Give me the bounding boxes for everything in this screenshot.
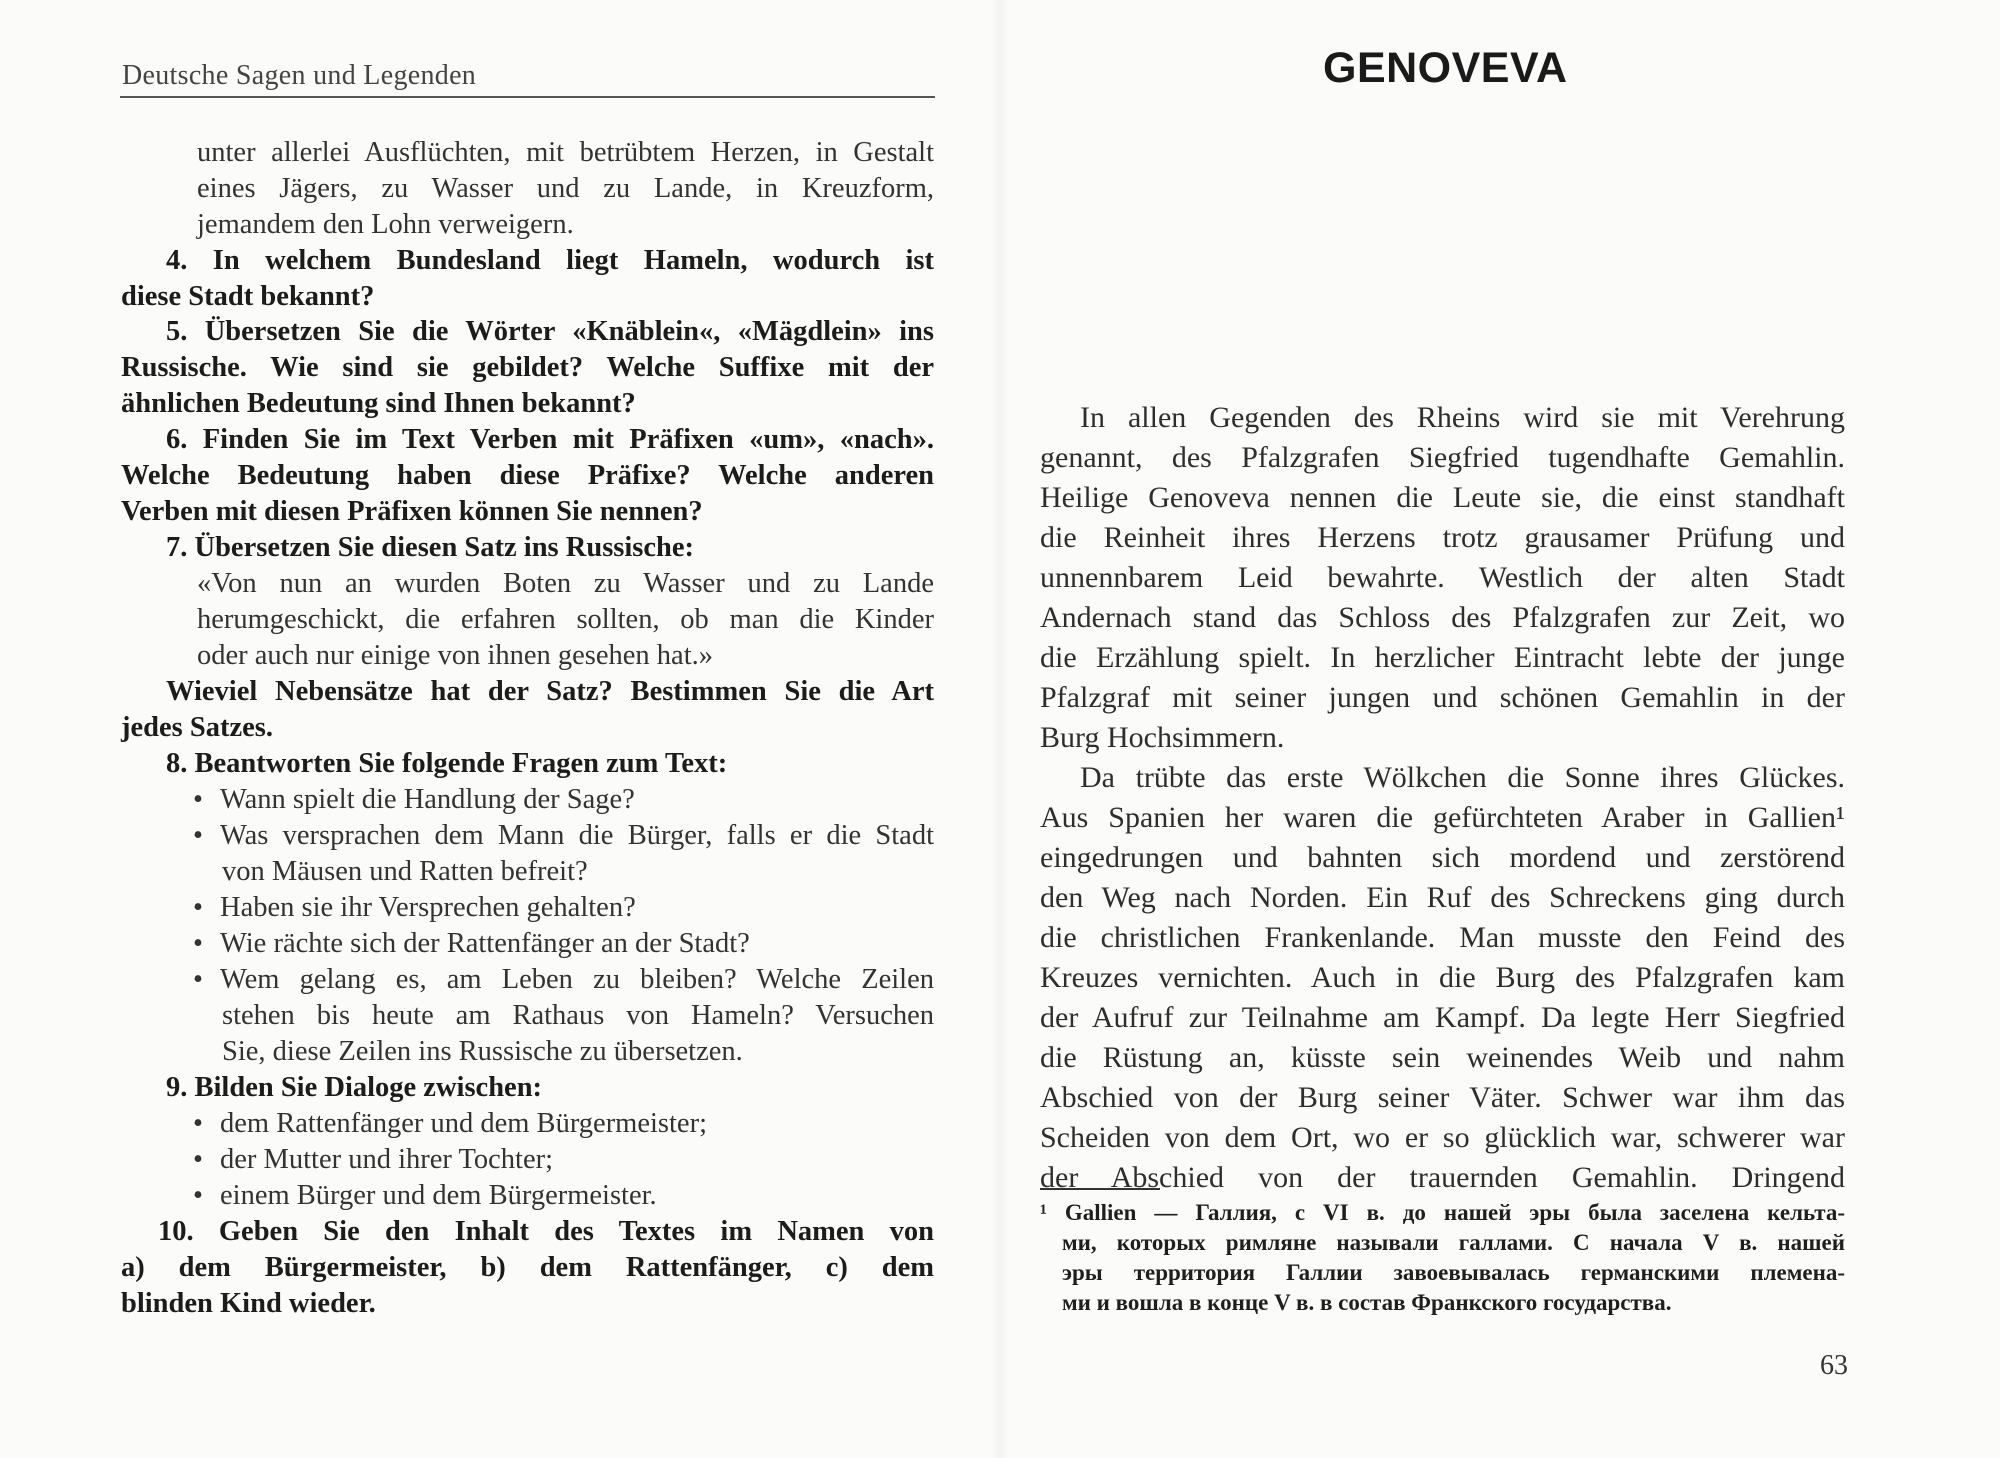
running-head: Deutsche Sagen und Legenden — [122, 60, 477, 91]
body-line: Da trübte das erste Wölkchen die Sonne ihres Glückes. — [1080, 761, 1845, 794]
text-line: Sie, diese Zeilen ins Russische zu übersetzen. — [222, 1036, 743, 1067]
body-line: Pfalzgraf mit seiner jungen und schönen Gemahlin in der — [1040, 681, 1845, 714]
text-line: 4. In welchem Bundesland liegt Hameln, wodurch ist — [166, 245, 934, 276]
text-line: blinden Kind wieder. — [121, 1288, 376, 1319]
text-line: 7. Übersetzen Sie diesen Satz ins Russische: — [166, 532, 695, 563]
text-line: herumgeschickt, die erfahren sollten, ob man die Kinder — [197, 604, 934, 635]
body-line: eingedrungen und bahnten sich mordend und zerstörend — [1040, 841, 1845, 874]
bullet-item: • Was versprachen dem Mann die Bürger, falls er die Stadt — [220, 818, 934, 854]
footnote-line: ми, которых римляне называли галлами. С начала V в. нашей — [1062, 1230, 1845, 1255]
text-line: jemandem den Lohn verweigern. — [197, 209, 574, 240]
body-line: Kreuzes vernichten. Auch in die Burg des Pfalzgrafen kam — [1040, 961, 1845, 994]
body-line: der Aufruf zur Teilnahme am Kampf. Da legte Herr Siegfried — [1040, 1001, 1845, 1034]
right-page — [1000, 0, 2000, 1458]
text-line: Russische. Wie sind sie gebildet? Welche Suffixe mit der — [121, 352, 934, 383]
header-rule — [120, 96, 935, 98]
text-line: a) dem Bürgermeister, b) dem Rattenfänger, c) dem — [121, 1252, 934, 1283]
bullet-item: • Haben sie ihr Versprechen gehalten? — [220, 890, 636, 926]
text-line: stehen bis heute am Rathaus von Hameln? Versuchen — [222, 1000, 934, 1031]
text-line: jedes Satzes. — [121, 712, 273, 743]
chapter-title: GENOVEVA — [1323, 44, 1568, 92]
bullet-item: • Wem gelang es, am Leben zu bleiben? Welche Zeilen — [220, 962, 934, 998]
body-line: unnennbarem Leid bewahrte. Westlich der alten Stadt — [1040, 561, 1845, 594]
text-line: «Von nun an wurden Boten zu Wasser und zu Lande — [197, 568, 934, 599]
bullet-item: • Wie rächte sich der Rattenfänger an der Stadt? — [220, 926, 750, 962]
body-line: In allen Gegenden des Rheins wird sie mit Verehrung — [1080, 401, 1845, 434]
bullet-item: • dem Rattenfänger und dem Bürgermeister; — [220, 1106, 707, 1142]
body-line: Abschied von der Burg seiner Väter. Schwer war ihm das — [1040, 1081, 1845, 1114]
text-line: ähnlichen Bedeutung sind Ihnen bekannt? — [121, 388, 636, 419]
body-line: genannt, des Pfalzgrafen Siegfried tugendhafte Gemahlin. — [1040, 441, 1845, 474]
bullet-item: • Wann spielt die Handlung der Sage? — [220, 782, 635, 818]
text-line: 6. Finden Sie im Text Verben mit Präfixen «um», «nach». — [166, 424, 934, 455]
bullet-item: • einem Bürger und dem Bürgermeister. — [220, 1178, 657, 1214]
text-line: diese Stadt bekannt? — [121, 281, 375, 312]
body-line: Heilige Genoveva nennen die Leute sie, die einst standhaft — [1040, 481, 1845, 514]
footnote-line: эры территория Галлии завоевывалась германскими племена- — [1062, 1260, 1845, 1285]
text-line: 8. Beantworten Sie folgende Fragen zum Text: — [166, 748, 728, 779]
body-line: Burg Hochsimmern. — [1040, 721, 1285, 754]
text-line: eines Jägers, zu Wasser und zu Lande, in Kreuzform, — [197, 173, 934, 204]
body-line: Scheiden von dem Ort, wo er so glücklich war, schwerer war — [1040, 1121, 1845, 1154]
text-line: oder auch nur einige von ihnen gesehen hat.» — [197, 640, 713, 671]
text-line: Verben mit diesen Präfixen können Sie nennen? — [121, 496, 703, 527]
text-line: 9. Bilden Sie Dialoge zwischen: — [166, 1072, 543, 1103]
text-line: Welche Bedeutung haben diese Präfixe? Welche anderen — [121, 460, 934, 491]
text-line: 5. Übersetzen Sie die Wörter «Knäblein«, «Mägdlein» ins — [166, 316, 934, 347]
body-line: die Rüstung an, küsste sein weinendes Weib und nahm — [1040, 1041, 1845, 1074]
body-line: die Erzählung spielt. In herzlicher Eintracht lebte der junge — [1040, 641, 1845, 674]
body-line: die Reinheit ihres Herzens trotz grausamer Prüfung und — [1040, 521, 1845, 554]
footnote-line: ми и вошла в конце V в. в состав Франкского государства. — [1062, 1290, 1672, 1315]
body-line: den Weg nach Norden. Ein Ruf des Schreckens ging durch — [1040, 881, 1845, 914]
text-line: Wieviel Nebensätze hat der Satz? Bestimmen Sie die Art — [166, 676, 934, 707]
footnote-line: ¹ Gallien — Галлия, с VI в. до нашей эры была заселена кельта- — [1040, 1200, 1845, 1225]
page-number: 63 — [1820, 1350, 1848, 1381]
body-line: Andernach stand das Schloss des Pfalzgrafen zur Zeit, wo — [1040, 601, 1845, 634]
bullet-item: • der Mutter und ihrer Tochter; — [220, 1142, 553, 1178]
body-line: der Abschied von der trauernden Gemahlin. Dringend — [1040, 1161, 1845, 1194]
text-line: 10. Geben Sie den Inhalt des Textes im Namen von — [158, 1216, 934, 1247]
body-line: die christlichen Frankenlande. Man musste den Feind des — [1040, 921, 1845, 954]
text-line: unter allerlei Ausflüchten, mit betrübtem Herzen, in Gestalt — [197, 137, 934, 168]
body-line: Aus Spanien her waren die gefürchteten Araber in Gallien¹ — [1040, 801, 1845, 834]
text-line: von Mäusen und Ratten befreit? — [222, 856, 588, 887]
